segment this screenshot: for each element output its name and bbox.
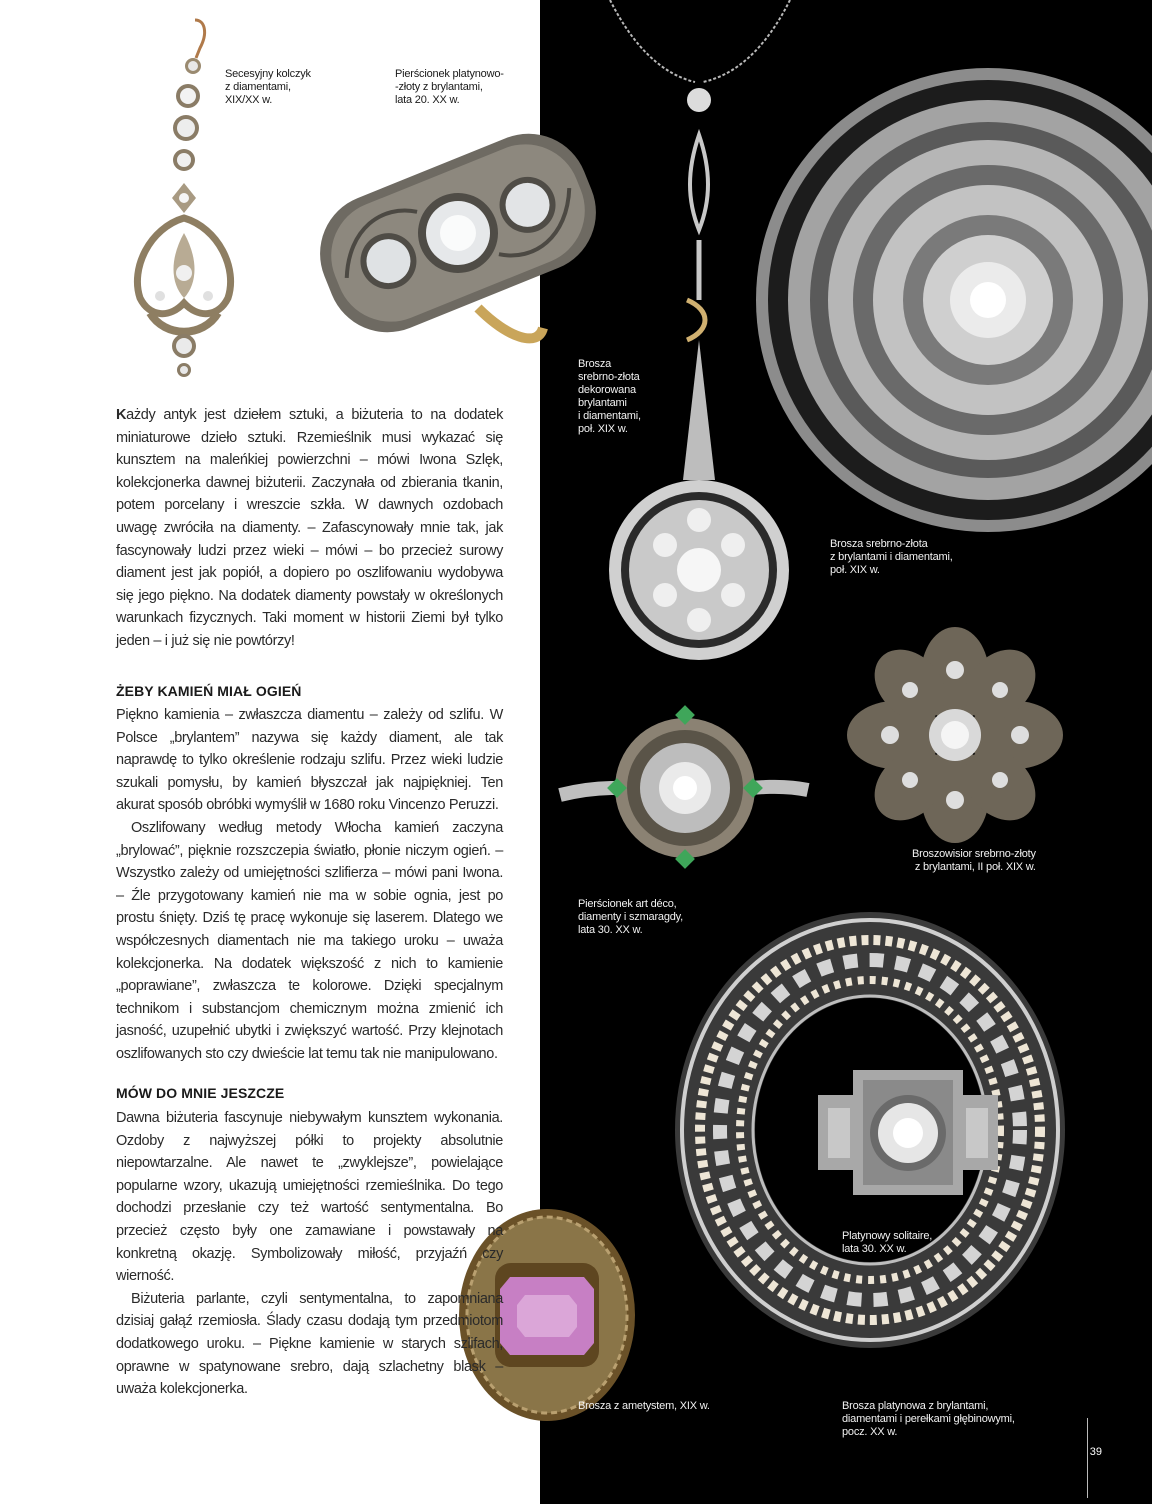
drop-cap: K (116, 407, 127, 423)
section2-paragraph-2: Biżuteria parlante, czyli sentymentalna, to zapomniana dzisiaj gałąź rzemiosła. Ślady czasu dodają tym przedmiotom dodatkowego uroku. – Piękne kamienie w starych szlifach, oprawne w spatynowane srebro, dają szlachetny blask – uważa kolekcjonerka. (116, 1290, 503, 1398)
solitaire-ring-photo (808, 1050, 1008, 1215)
caption-pendant-brooch: Brosza srebrno-złota dekorowana brylantami i diamentami, poł. XIX w. (578, 358, 641, 435)
section1-paragraph-1: Piękno kamienia – zwłaszcza diamentu – zależy od szlifu. W Polsce „brylantem” nazywa się każdy diament, ale tak naprawdę to tylko określenie rodzaju szlifu. Przez wieki ludzie szukali pomysłu, by kamień błyszczał jak najpiękniej. Ten akurat sposób obróbki wymyślił w 1680 roku Vincenzo Peruzzi. (116, 707, 503, 814)
caption-pearl-brooch: Brosza platynowa z brylantami, diamentami i perełkami głębinowymi, pocz. XX w. (842, 1400, 1015, 1438)
section2-paragraph-1: Dawna biżuteria fascynuje niebywałym kunsztem wykonania. Ozdoby z najwyższej półki to projekty absolutnie niepowtarzalne. Ale nawet te „zwyklejsze”, powielające popularne wzory, ukazują umiejętności rzemieślnika. Do tego dochodzi przesłanie czy też wartość sentymentalna. Bo przecież często były one zamawiane i powstawały na konkretną okazję. Symbolizowały miłość, przyjaźń czy wierność. (116, 1110, 503, 1285)
flower-brooch-photo (840, 625, 1070, 845)
section-heading-1: ŻEBY KAMIEŃ MIAŁ OGIEŃ (116, 683, 302, 699)
caption-platinum-ring: Pierścionek platynowo- -złoty z brylantami, lata 20. XX w. (395, 68, 504, 106)
round-brooch-photo (778, 55, 1152, 555)
platinum-ring-photo (298, 108, 618, 358)
page-rule (1087, 1418, 1088, 1498)
caption-earring: Secesyjny kolczyk z diamentami, XIX/XX w. (225, 68, 311, 106)
caption-amethyst-brooch: Brosza z ametystem, XIX w. (578, 1400, 710, 1412)
art-deco-ring-photo (560, 700, 810, 875)
caption-art-deco-ring: Pierścionek art déco, diamenty i szmaragdy, lata 30. XX w. (578, 898, 684, 936)
section1-paragraph-2: Oszlifowany według metody Włocha kamień zaczyna „brylować”, pięknie rozszczepia światło, płonie niczym ogień. – Wszystko zależy od umiejętności szlifierza – mówi pani Iwona. – Źle przygotowany kamień nie ma w sobie ognia, jest po prostu śnięty. Dziś tę pracę wykonuje się laserem. Dlatego we współczesnych diamentach nie ma takiego uroku – uważa kolekcjonerka. Na dodatek większość z nich to kamienie „poprawiane”, zwłaszcza te kolorowe. Dzięki specjalnym technikom i substancjom chemicznym można zmienić ich jasność, uzupełnić ubytki i zwiększyć wartość. Przy klejnotach oszlifowanych sto czy dwieście lat temu tak nie manipulowano. (116, 819, 503, 1062)
article-section-1 (116, 704, 503, 1066)
caption-flower-brooch: Broszowisior srebrno-złoty z brylantami, II poł. XIX w. (912, 848, 1036, 873)
page-number: 39 (1089, 1446, 1102, 1458)
caption-round-brooch: Brosza srebrno-złota z brylantami i diamentami, poł. XIX w. (830, 538, 953, 576)
section-heading-2: MÓW DO MNIE JESZCZE (116, 1085, 285, 1101)
caption-solitaire: Platynowy solitaire, lata 30. XX w. (842, 1230, 933, 1255)
article-section-2 (116, 1107, 503, 1401)
intro-paragraph: ażdy antyk jest dziełem sztuki, a biżuteria to na dodatek miniaturowe dzieło sztuki. Rzemieślnik musi wykazać się kunsztem na maleńkiej powierzchni – mówi Iwona Szlęk, kolekcjonerka dawnej biżuterii. Zaczynała od zbierania tkanin, potem porcelany i wreszcie szkła. W dawnych ozdobach uwagę zwróciła na diamenty. – Zafascynowały mnie tak, jak fascynowały ludzi przez wieki – mówi – bo przecież surowy diament jest jak popiół, a dopiero po oszlifowaniu wydobywa się jego piękno. Na dodatek diamenty powstały w określonych warunkach fizycznych. Taki moment w historii Ziemi był tylko jeden – i już się nie powtórzy! (116, 407, 503, 649)
article-intro (116, 404, 503, 653)
